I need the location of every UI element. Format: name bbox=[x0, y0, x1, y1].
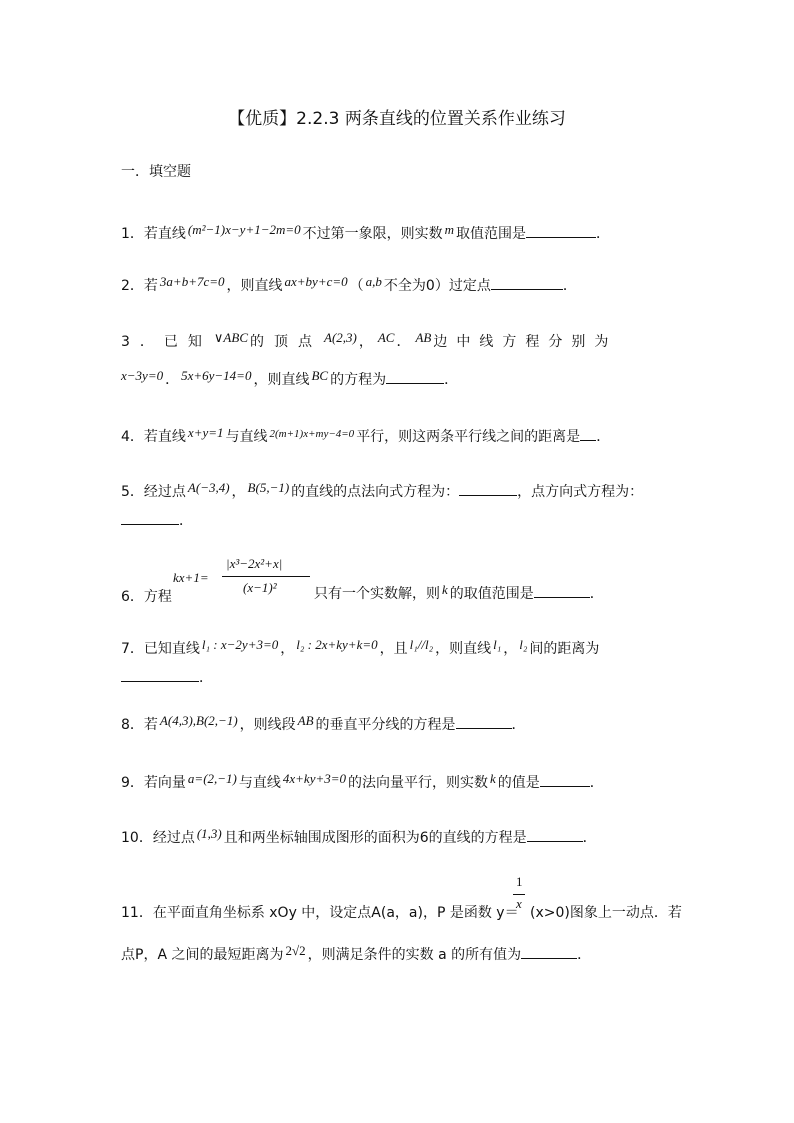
question-10 bbox=[121, 826, 679, 847]
q7-answer-blank[interactable] bbox=[121, 669, 199, 682]
q8-segment: AB bbox=[297, 713, 314, 728]
q5-text-post: 的直线的点法向式方程为： bbox=[291, 484, 460, 500]
q11-frac-denominator: x bbox=[516, 896, 522, 911]
q3-median-1: x−3y=0 bbox=[121, 368, 164, 383]
q1-text-post: 取值范围是 bbox=[456, 226, 527, 242]
q3-dot: ． bbox=[396, 334, 414, 350]
q6-numerator: |x³−2x²+x| bbox=[226, 556, 283, 571]
q4-text-mid: 与直线 bbox=[225, 429, 268, 445]
q7-line-l1: l₁ : x−2y+3=0 bbox=[201, 637, 279, 652]
q2-paren: （ bbox=[349, 278, 364, 294]
q6-denominator: (x−1)² bbox=[243, 580, 277, 595]
q3-triangle: ∨ABC bbox=[213, 330, 248, 345]
q6-answer-blank[interactable] bbox=[534, 585, 590, 598]
question-5-cont bbox=[121, 512, 679, 530]
section-heading: 一．填空题 bbox=[121, 164, 191, 180]
q3-comma: ， bbox=[358, 334, 376, 350]
q2-text-pre: 2．若 bbox=[121, 278, 158, 294]
q3-line-bc: BC bbox=[311, 368, 329, 383]
question-11-tail bbox=[530, 904, 690, 922]
q8-answer-blank[interactable] bbox=[456, 716, 512, 729]
q7-l1: l₁ bbox=[493, 637, 502, 652]
q4-line-1: x+y=1 bbox=[187, 425, 224, 440]
q7-l2: l₂ bbox=[519, 637, 528, 652]
question-4 bbox=[121, 425, 679, 447]
q5-text-pre: 5．经过点 bbox=[121, 484, 186, 500]
q5-comma: ， bbox=[231, 484, 246, 500]
q11-text-post: (x>0)图象上一动点．若 bbox=[530, 905, 682, 921]
q3-text-mid1: 的顶点 bbox=[250, 334, 322, 350]
q3-dot2: ． bbox=[165, 372, 180, 388]
q2-text-end: ． bbox=[562, 278, 577, 294]
question-11 bbox=[121, 904, 519, 922]
q7-text-pre: 7．已知直线 bbox=[121, 641, 200, 657]
question-6-tail bbox=[314, 582, 634, 603]
q7-text-mid2: ，则直线 bbox=[435, 641, 492, 657]
q9-text-post: 的值是 bbox=[497, 775, 540, 791]
q9-vector: a=(2,−1) bbox=[187, 771, 237, 786]
question-9 bbox=[121, 771, 679, 792]
q10-answer-blank[interactable] bbox=[527, 829, 583, 842]
q5-answer-blank-2[interactable] bbox=[121, 512, 179, 525]
q7-text-post: 间的距离为 bbox=[529, 641, 600, 657]
question-3 bbox=[121, 330, 679, 351]
q7-text-mid: ，且 bbox=[379, 641, 408, 657]
question-7 bbox=[121, 637, 679, 658]
q8-text-mid: ，则线段 bbox=[239, 717, 296, 733]
q6-text-mid: 只有一个实数解，则 bbox=[314, 586, 440, 602]
q5-text-mid: ，点方向式方程为： bbox=[517, 484, 644, 500]
question-1 bbox=[121, 222, 679, 243]
q7-text-end: ． bbox=[199, 670, 213, 686]
q11-text-line2-post: ，则满足条件的实数 a 的所有值为 bbox=[307, 947, 522, 963]
q8-text-pre: 8．若 bbox=[121, 717, 158, 733]
q5-point-b: B(5,−1) bbox=[247, 480, 290, 495]
q11-text-pre: 11．在平面直角坐标系 xOy 中，设定点A(a，a)，P 是函数 y＝ bbox=[121, 905, 519, 921]
q1-text-mid: 不过第一象限，则实数 bbox=[302, 226, 443, 242]
q3-text-pre: 3．已知 bbox=[121, 334, 212, 350]
q2-condition: 3a+b+7c=0 bbox=[159, 274, 225, 289]
q6-variable: k bbox=[442, 582, 448, 597]
q2-text-mid: ，则直线 bbox=[226, 278, 283, 294]
q2-text-mid2: 不全为0）过定点 bbox=[383, 278, 491, 294]
q7-comma2: ， bbox=[503, 641, 518, 657]
q10-point: (1,3) bbox=[196, 826, 222, 841]
question-3-cont bbox=[121, 368, 679, 389]
q2-line-equation: ax+by+c=0 bbox=[284, 274, 348, 289]
q3-vertex: A(2,3) bbox=[324, 330, 357, 345]
q4-text-post: 平行，则这两条平行线之间的距离是 bbox=[356, 429, 581, 445]
q9-text-mid2: 的法向量平行，则实数 bbox=[348, 775, 489, 791]
q9-text-end: ． bbox=[589, 775, 604, 791]
question-2 bbox=[121, 274, 679, 295]
q11-distance: 2√2 bbox=[285, 943, 306, 958]
question-7-cont bbox=[121, 669, 679, 687]
q2-variables: a,b bbox=[365, 274, 382, 289]
q7-comma: ， bbox=[280, 641, 295, 657]
q3-text-post: 的方程为 bbox=[330, 372, 387, 388]
q8-points: A(4,3),B(2,−1) bbox=[159, 713, 238, 728]
q1-text-pre: 1．若直线 bbox=[121, 226, 186, 242]
q4-answer-blank[interactable] bbox=[580, 428, 596, 441]
q11-text-line2-pre: 点P，A 之间的最短距离为 bbox=[121, 947, 284, 963]
q1-answer-blank[interactable] bbox=[526, 225, 596, 238]
q9-answer-blank[interactable] bbox=[540, 774, 590, 787]
q3-median-2: 5x+6y−14=0 bbox=[181, 368, 252, 383]
q1-variable: m bbox=[444, 222, 455, 237]
question-5 bbox=[121, 480, 679, 501]
q4-line-2: 2(m+1)x+my−4=0 bbox=[269, 428, 355, 440]
q3-side-ac: AC bbox=[377, 330, 395, 345]
q3-text-mid3: ，则直线 bbox=[253, 372, 310, 388]
q3-text-mid2: 边中线方程分别为 bbox=[433, 334, 618, 350]
q5-point-a: A(−3,4) bbox=[187, 480, 230, 495]
q9-line-equation: 4x+ky+3=0 bbox=[282, 771, 347, 786]
q11-fraction-bar bbox=[513, 894, 525, 895]
q8-text-end: ． bbox=[511, 717, 526, 733]
q9-text-mid: 与直线 bbox=[238, 775, 281, 791]
q1-equation: (m²−1)x−y+1−2m=0 bbox=[187, 222, 301, 237]
q9-text-pre: 9．若向量 bbox=[121, 775, 186, 791]
q4-text-pre: 4．若直线 bbox=[121, 429, 186, 445]
q5-answer-blank-1[interactable] bbox=[459, 483, 517, 496]
q1-text-end: ． bbox=[596, 226, 611, 242]
q8-text-post: 的垂直平分线的方程是 bbox=[315, 717, 456, 733]
q7-parallel: l₁//l₂ bbox=[409, 637, 434, 652]
q6-lhs: kx+1= bbox=[173, 570, 209, 585]
q5-text-end: ． bbox=[179, 513, 193, 529]
q10-text-pre: 10．经过点 bbox=[121, 830, 195, 846]
q6-text-pre: 6．方程 bbox=[121, 589, 172, 605]
q9-variable: k bbox=[490, 771, 496, 786]
question-11-cont bbox=[121, 943, 679, 964]
q10-text-post: 且和两坐标轴围成图形的面积为6的直线的方程是 bbox=[223, 830, 527, 846]
q3-answer-blank[interactable] bbox=[386, 371, 444, 384]
q6-text-end: ． bbox=[589, 586, 604, 602]
q11-answer-blank[interactable] bbox=[521, 946, 577, 959]
q6-fraction-bar bbox=[222, 576, 310, 577]
question-8 bbox=[121, 713, 679, 734]
q6-text-post: 的取值范围是 bbox=[449, 586, 534, 602]
q2-answer-blank[interactable] bbox=[491, 277, 563, 290]
q3-side-ab: AB bbox=[415, 330, 432, 345]
q7-line-l2: l₂ : 2x+ky+k=0 bbox=[296, 637, 378, 652]
page-title: 【优质】2.2.3 两条直线的位置关系作业练习 bbox=[228, 109, 566, 129]
q3-text-end: ． bbox=[444, 372, 459, 388]
q10-text-end: ． bbox=[582, 830, 597, 846]
q11-text-end: ． bbox=[577, 947, 592, 963]
q4-text-end: ． bbox=[596, 429, 611, 445]
q11-frac-numerator: 1 bbox=[516, 874, 523, 889]
